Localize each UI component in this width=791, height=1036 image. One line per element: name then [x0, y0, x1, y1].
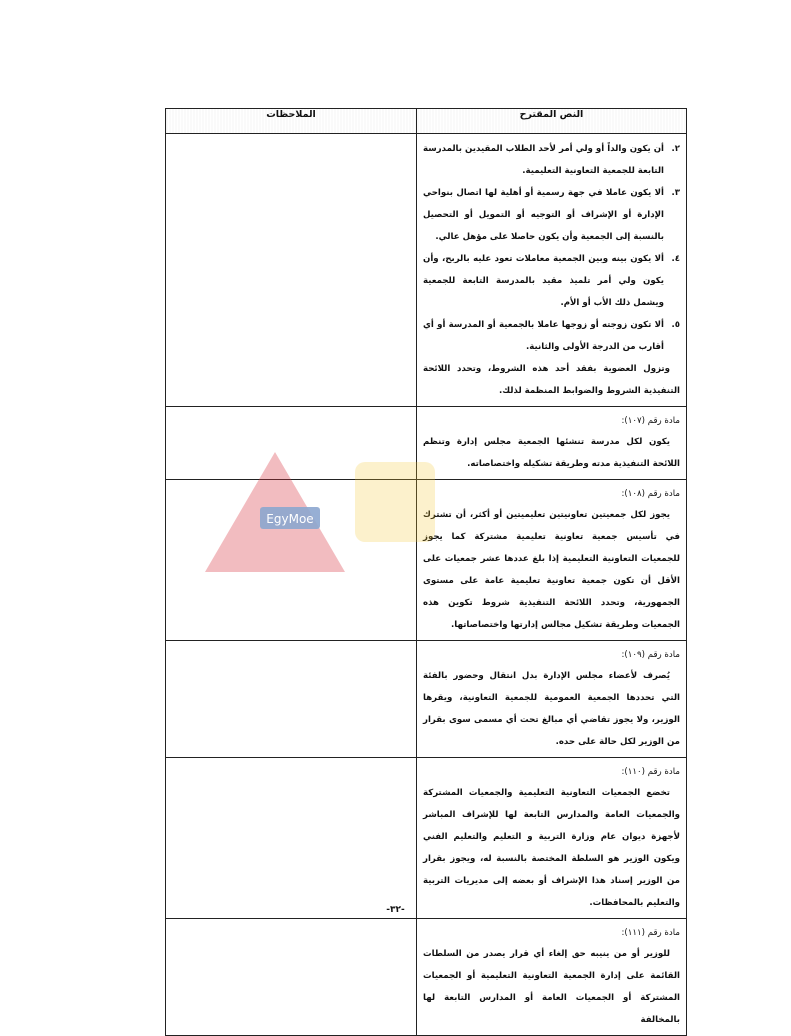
article-title: مادة رقم (١٠٨):: [621, 489, 680, 499]
item-number: ٢.: [671, 144, 680, 154]
text-cell: [417, 407, 687, 480]
notes-cell: [166, 407, 417, 480]
notes-cell: [166, 641, 417, 758]
article-body: يجوز لكل جمعيتين تعاونيتين تعليميتين أو أكثر، أن تشترك في تأسيس جمعية تعاونية تعليمية مشتركة كما يجوز للجمعيات التعاونية التعليمية إذا بلغ عددها عشر جمعيات على الأقل أن تكون جمعية تعاونية تعليمية عامة على مستوى الجمهورية، وتحدد اللائحة التنفيذية شروط تكوين هذه الجمعيات وطريقة تشكيل مجالس إدارتها واختصاصاتها.: [423, 510, 680, 630]
text-cell: [417, 134, 687, 407]
table-row: [166, 641, 687, 758]
table-row: [166, 407, 687, 480]
article-body: يكون لكل مدرسة تنشئها الجمعية مجلس إدارة وتنظم اللائحة التنفيذية مدته وطريقة تشكيله واختصاصاته.: [423, 437, 680, 469]
article-body: تخضع الجمعيات التعاونية التعليمية والجمعيات المشتركة والجمعيات العامة والمدارس التابعة لها للإشراف المباشر لأجهزة ديوان عام وزارة التربية و التعليم والتعليم الفني ويكون الوزير هو السلطة المختصة بالنسبة له، ويجوز بقرار من الوزير إسناد هذا الإشراف أو بعضه إلى مديريات التربية والتعليم بالمحافظات.: [423, 788, 680, 908]
article-title: مادة رقم (١١١):: [621, 928, 680, 938]
notes-cell: [166, 480, 417, 641]
notes-cell: [166, 758, 417, 919]
article-body: للوزير أو من ينيبه حق إلغاء أي قرار يصدر من السلطات القائمة على إدارة الجمعية التعاونية التعليمية أو الجمعيات المشتركة أو الجمعيات العامة أو المدارس التابعة لها بالمخالفة: [423, 949, 680, 1025]
article-body: يُصرف لأعضاء مجلس الإدارة بدل انتقال وحضور بالفئة التي تحددها الجمعية العمومية للجمعية التعاونية، ويقرها الوزير، ولا يجوز تقاضي أي مبالغ تحت أي مسمى سوى بقرار من الوزير لكل حالة على حده.: [423, 671, 680, 747]
watermark-logo-text: EgyMoe: [266, 512, 314, 526]
page-number: -٣٢-: [386, 905, 405, 915]
table-row: [166, 480, 687, 641]
closing-paragraph: وتزول العضوية بفقد أحد هذه الشروط، وتحدد اللائحة التنفيذية الشروط والضوابط المنظمة لذلك.: [423, 364, 680, 396]
item-text: ألا تكون زوجته أو زوجها عاملا بالجمعية أو المدرسة أو أي أقارب من الدرجة الأولى والثانية.: [423, 320, 664, 352]
list-item: [423, 182, 680, 248]
table-row: [166, 758, 687, 919]
item-number: ٣.: [671, 188, 680, 198]
header-proposed-text: النص المقترح: [417, 109, 687, 134]
item-text: ألا يكون بينه وبين الجمعية معاملات تعود عليه بالربح، وأن يكون ولي أمر تلميذ مقيد بالمدرسة التابعة للجمعية ويشمل ذلك الأب أو الأم.: [423, 254, 664, 308]
item-text: ألا يكون عاملا في جهة رسمية أو أهلية لها اتصال بنواحي الإدارة أو الإشراف أو التوجيه أو التمويل أو التحصيل بالنسبة إلى الجمعية وأن يكون حاصلا على مؤهل عالي.: [423, 188, 664, 242]
article-title: مادة رقم (١٠٧):: [621, 416, 680, 426]
document-table: [165, 108, 687, 1036]
item-number: ٥.: [671, 320, 680, 330]
item-number: ٤.: [671, 254, 680, 264]
table-row: [166, 919, 687, 1036]
list-item: [423, 138, 680, 182]
table-row: [166, 134, 687, 407]
article-title: مادة رقم (١٠٩):: [621, 650, 680, 660]
header-notes: الملاحظات: [166, 109, 417, 134]
notes-cell: [166, 919, 417, 1036]
text-cell: [417, 480, 687, 641]
article-title: مادة رقم (١١٠):: [621, 767, 680, 777]
list-item: [423, 314, 680, 358]
text-cell: [417, 641, 687, 758]
table-header-row: [166, 109, 687, 134]
list-item: [423, 248, 680, 314]
text-cell: [417, 758, 687, 919]
text-cell: [417, 919, 687, 1036]
item-text: أن يكون والداً أو ولي أمر لأحد الطلاب المقيدين بالمدرسة التابعة للجمعية التعاونية التعليمية.: [423, 144, 664, 176]
notes-cell: [166, 134, 417, 407]
